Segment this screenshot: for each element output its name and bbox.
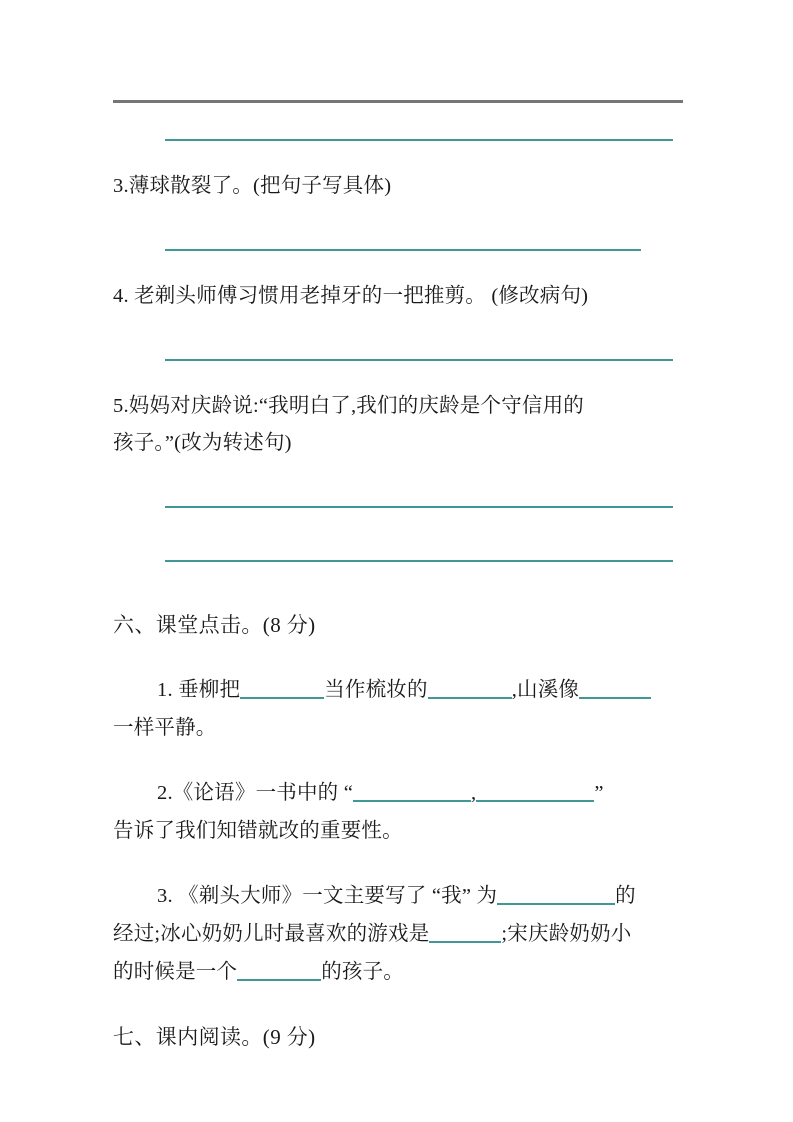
s6-q3-line2-suffix: ;宋庆龄奶奶小 bbox=[501, 923, 632, 945]
section-six-question-3 bbox=[113, 877, 683, 991]
spacer bbox=[113, 103, 683, 139]
s6-q1-line-2: 一样平静。 bbox=[113, 717, 217, 739]
spacer bbox=[113, 251, 683, 278]
content-column bbox=[113, 100, 683, 1056]
section-six-question-1 bbox=[113, 671, 683, 747]
spacer bbox=[113, 747, 683, 774]
question-5-text-line-1: 5.妈妈对庆龄说:“我明白了,我们的庆龄是个守信用的 bbox=[113, 395, 584, 417]
s6-q2-prefix: 2.《论语》一书中的 “ bbox=[157, 782, 353, 804]
s6-q2-line-2: 告诉了我们知错就改的重要性。 bbox=[113, 820, 403, 842]
s6-q3-line2-prefix: 经过;冰心奶奶儿时最喜欢的游戏是 bbox=[113, 923, 430, 945]
s6-q3-line-3 bbox=[113, 953, 683, 991]
s6-q3-blank-2[interactable] bbox=[429, 921, 501, 943]
s6-q2-suffix: ” bbox=[594, 782, 604, 804]
spacer bbox=[113, 315, 683, 359]
section-six-question-2 bbox=[113, 774, 683, 850]
section-six-heading: 六、课堂点击。(8 分) bbox=[113, 613, 316, 637]
s6-q1-blank-1[interactable] bbox=[240, 677, 324, 699]
s6-q3-suffix-1: 的 bbox=[615, 885, 636, 907]
section-seven-heading: 七、课内阅读。(9 分) bbox=[113, 1025, 316, 1049]
spacer bbox=[113, 141, 683, 168]
s6-q1-blank-2[interactable] bbox=[428, 677, 512, 699]
s6-q3-prefix: 3. 《剃头大师》一文主要写了 “我” 为 bbox=[157, 885, 498, 907]
spacer bbox=[113, 508, 683, 560]
s6-q3-blank-1[interactable] bbox=[497, 883, 615, 905]
s6-q1-mid-2: ,山溪像 bbox=[511, 679, 580, 701]
question-4-text: 4. 老剃头师傅习惯用老掉牙的一把推剪。 (修改病句) bbox=[113, 285, 589, 307]
spacer bbox=[113, 991, 683, 1018]
s6-q2-blank-1[interactable] bbox=[353, 780, 471, 802]
s6-q1-mid-1: 当作梳妆的 bbox=[324, 679, 428, 701]
s6-q2-mid: , bbox=[471, 782, 477, 804]
s6-q3-line3-prefix: 的时候是一个 bbox=[113, 961, 238, 983]
spacer bbox=[113, 462, 683, 506]
s6-q3-blank-3[interactable] bbox=[237, 959, 321, 981]
s6-q1-prefix: 1. 垂柳把 bbox=[157, 679, 241, 701]
question-5-text-line-2: 孩子。”(改为转述句) bbox=[113, 432, 292, 454]
question-3-text: 3.薄球散裂了。(把句子写具体) bbox=[113, 175, 392, 197]
spacer bbox=[113, 562, 683, 606]
s6-q3-line-2 bbox=[113, 915, 683, 953]
s6-q2-blank-2[interactable] bbox=[476, 780, 594, 802]
spacer bbox=[113, 644, 683, 671]
spacer bbox=[113, 361, 683, 388]
spacer bbox=[113, 850, 683, 877]
s6-q3-line3-suffix: 的孩子。 bbox=[321, 961, 405, 983]
s6-q1-blank-3[interactable] bbox=[579, 677, 651, 699]
spacer bbox=[113, 205, 683, 249]
